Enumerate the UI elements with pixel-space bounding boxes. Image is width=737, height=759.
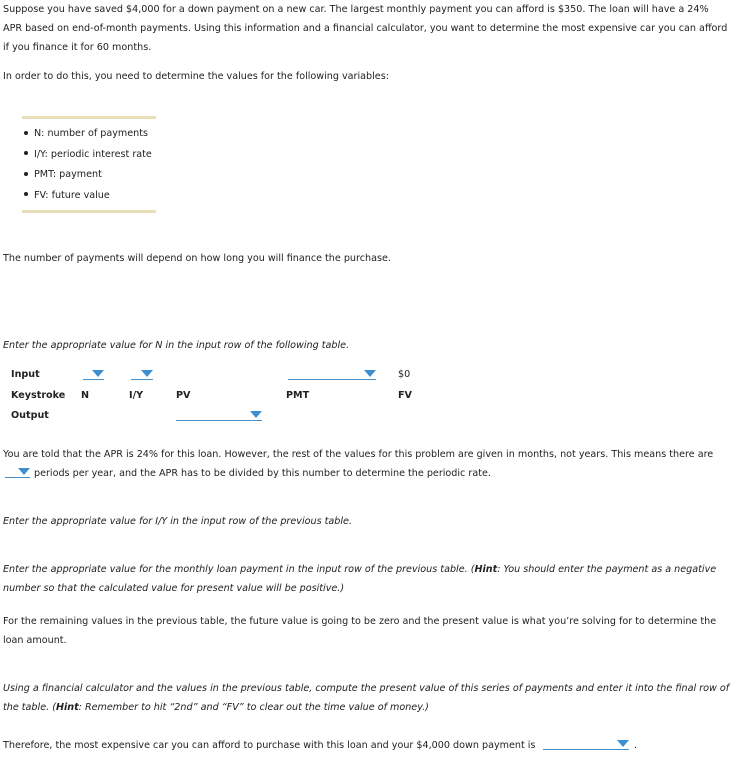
- fv-input-value: $0: [398, 369, 411, 380]
- pmt-input-dropdown[interactable]: [288, 370, 376, 380]
- periods-per-year-dropdown[interactable]: [5, 468, 30, 478]
- bullet-icon: [24, 131, 28, 135]
- row-label-keystroke: Keystroke: [11, 390, 66, 401]
- num-payments-text: The number of payments will depend on how long you will finance the purchase.: [3, 253, 391, 264]
- apr-line-2: periods per year, and the APR has to be divided by this number to determine the periodic rate.: [34, 468, 491, 479]
- hint-label: Hint: [55, 702, 79, 713]
- compute-line-1: Using a financial calculator and the values in the previous table, compute the present value of this series of payments and enter it into the final row of: [3, 683, 730, 694]
- chevron-down-icon: [250, 411, 262, 418]
- row-label-output: Output: [11, 410, 49, 421]
- list-item: FV: future value: [22, 188, 152, 209]
- remaining-line-1: For the remaining values in the previous table, the future value is going to be zero and the present value is what you’re solving for to determine the: [3, 616, 717, 627]
- bullet-icon: [24, 192, 28, 196]
- compute-instruction: [3, 679, 735, 717]
- intro-line-2: APR based on end-of-month payments. Using this information and a financial calculator, you want to determine the most expensive car you can afford: [3, 23, 728, 34]
- key-n: N: [81, 390, 90, 401]
- list-item: I/Y: periodic interest rate: [22, 147, 152, 168]
- variables-box-bottom-rule: [22, 210, 156, 213]
- list-item: N: number of payments: [22, 126, 152, 147]
- pv-output-dropdown[interactable]: [176, 411, 262, 421]
- hint-label: Hint: [474, 564, 498, 575]
- row-label-input: Input: [11, 369, 40, 380]
- key-pmt: PMT: [286, 390, 310, 401]
- problem-statement: [3, 0, 735, 57]
- remaining-line-2: loan amount.: [3, 635, 67, 646]
- enter-pmt-line-1: Enter the appropriate value for the monthly loan payment in the input row of the previous table. (Hint: You should enter the payment as a negative: [3, 564, 717, 575]
- enter-pmt-line-2: number so that the calculated value for present value will be positive.): [3, 583, 345, 594]
- bullet-icon: [24, 151, 28, 155]
- enter-iy-instruction: Enter the appropriate value for I/Y in the input row of the previous table.: [3, 516, 352, 527]
- enter-pmt-instruction: [3, 560, 735, 598]
- iy-input-dropdown[interactable]: [131, 370, 153, 380]
- key-fv: FV: [398, 390, 412, 401]
- bullet-icon: [24, 172, 28, 176]
- final-answer-row: [3, 736, 735, 755]
- intro-line-1: Suppose you have saved $4,000 for a down payment on a new car. The largest monthly payment you can afford is $350. The loan will have a 24%: [3, 4, 709, 15]
- remaining-values-text: [3, 612, 735, 650]
- key-iy: I/Y: [129, 390, 144, 401]
- intro-line-3: if you finance it for 60 months.: [3, 42, 152, 53]
- chevron-down-icon: [92, 370, 104, 377]
- variables-list: [22, 126, 152, 208]
- chevron-down-icon: [18, 468, 30, 475]
- compute-line-2: the table. (Hint: Remember to hit “2nd” and “FV” to clear out the time value of money.): [3, 702, 429, 713]
- apr-line-1: You are told that the APR is 24% for this loan. However, the rest of the values for this problem are given in months, not years. This means there are: [3, 449, 714, 460]
- apr-text: [3, 445, 735, 483]
- final-text: Therefore, the most expensive car you can afford to purchase with this loan and your $4,000 down payment is: [3, 740, 536, 751]
- apr-line-2-row: [3, 464, 735, 483]
- determine-text: In order to do this, you need to determine the values for the following variables:: [3, 71, 389, 82]
- final-period: .: [634, 740, 638, 751]
- chevron-down-icon: [617, 740, 629, 747]
- variables-box-top-rule: [22, 116, 156, 119]
- max-car-price-dropdown[interactable]: [543, 740, 629, 750]
- enter-n-instruction: Enter the appropriate value for N in the input row of the following table.: [3, 340, 350, 351]
- n-input-dropdown[interactable]: [83, 370, 104, 380]
- key-pv: PV: [176, 390, 191, 401]
- list-item: PMT: payment: [22, 167, 152, 188]
- chevron-down-icon: [364, 370, 376, 377]
- chevron-down-icon: [141, 370, 153, 377]
